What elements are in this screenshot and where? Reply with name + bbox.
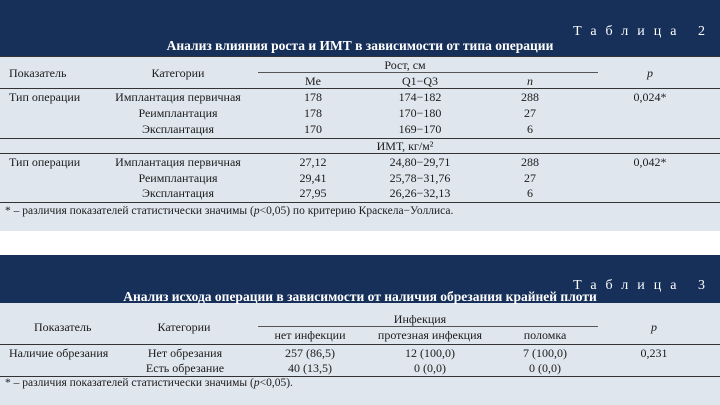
table-3-footnote: * – различия показателей статистически значимы (p<0,05). [5, 377, 293, 389]
row-p: 0,024* [633, 90, 667, 104]
col-group-bmi: ИМТ, кг/м² [376, 139, 434, 153]
table-3-header-bar [0, 255, 720, 303]
row-q: 24,80−29,71 [389, 155, 451, 169]
divider [0, 344, 720, 345]
row-category: Эксплантация [141, 122, 215, 136]
row-n: 288 [521, 90, 539, 104]
divider [258, 326, 598, 327]
table-2-footnote: * – различия показателей статистически значимы (p<0,05) по критерию Краскела−Уоллиса. [5, 205, 454, 217]
col-header-indicator: Показатель [34, 320, 92, 334]
row-me: 27,95 [299, 186, 327, 200]
row-n: 27 [524, 171, 536, 185]
divider [0, 88, 720, 89]
col-header-indicator: Показатель [9, 66, 67, 80]
table-2-title: Анализ влияния роста и ИМТ в зависимости от типа операции [166, 38, 554, 53]
row-q: 26,26−32,13 [389, 186, 451, 200]
col-header-breakage: поломка [523, 328, 567, 342]
col-header-prosthetic-infection: протезная инфекция [377, 328, 483, 342]
table-3-title: Анализ исхода операции в зависимости от наличия обрезания крайней плоти [123, 289, 597, 304]
row-indicator: Наличие обрезания [9, 346, 109, 360]
divider [0, 56, 720, 57]
row-indicator: Тип операции [9, 155, 81, 169]
col-header-q: Q1−Q3 [401, 74, 439, 88]
row-n: 288 [521, 155, 539, 169]
row-breakage: 7 (100,0) [523, 346, 567, 360]
row-category: Имплантация первичная [115, 90, 241, 104]
row-p: 0,231 [640, 346, 668, 360]
row-n: 27 [524, 106, 536, 120]
row-p: 0,042* [633, 155, 667, 169]
row-category: Реимплантация [138, 171, 218, 185]
row-breakage: 0 (0,0) [529, 361, 561, 375]
col-header-p: p [647, 66, 653, 80]
divider [258, 72, 598, 73]
row-q: 170−180 [398, 106, 442, 120]
col-group-infection: Инфекция [393, 312, 447, 326]
table-3 [0, 255, 720, 405]
row-me: 170 [304, 122, 322, 136]
row-me: 178 [304, 106, 322, 120]
divider [0, 202, 720, 203]
col-header-n: n [527, 74, 533, 88]
row-me: 27,12 [299, 155, 327, 169]
col-header-p: p [651, 320, 657, 334]
row-category: Реимплантация [138, 106, 218, 120]
row-no-infection: 40 (13,5) [288, 361, 332, 375]
row-q: 25,78−31,76 [389, 171, 451, 185]
row-category: Есть обрезание [145, 361, 225, 375]
row-q: 169−170 [398, 122, 442, 136]
row-no-infection: 257 (86,5) [285, 346, 335, 360]
row-category: Нет обрезания [147, 346, 223, 360]
row-prosthetic-infection: 0 (0,0) [414, 361, 446, 375]
row-category: Имплантация первичная [115, 155, 241, 169]
col-group-height: Рост, см [384, 58, 426, 72]
row-me: 178 [304, 90, 322, 104]
col-header-no-infection: нет инфекции [274, 328, 346, 342]
row-n: 6 [527, 122, 533, 136]
divider [0, 153, 720, 154]
table-2-header-bar [0, 0, 720, 56]
col-header-me: Me [305, 74, 321, 88]
row-category: Эксплантация [141, 186, 215, 200]
col-header-categories: Категории [157, 320, 211, 334]
row-q: 174−182 [398, 90, 442, 104]
row-prosthetic-infection: 12 (100,0) [405, 346, 455, 360]
col-header-categories: Категории [151, 66, 205, 80]
row-n: 6 [527, 186, 533, 200]
table-2-label: Таблица 2 [573, 24, 714, 39]
row-me: 29,41 [299, 171, 327, 185]
table-3-label: Таблица 3 [573, 278, 714, 293]
row-indicator: Тип операции [9, 90, 81, 104]
